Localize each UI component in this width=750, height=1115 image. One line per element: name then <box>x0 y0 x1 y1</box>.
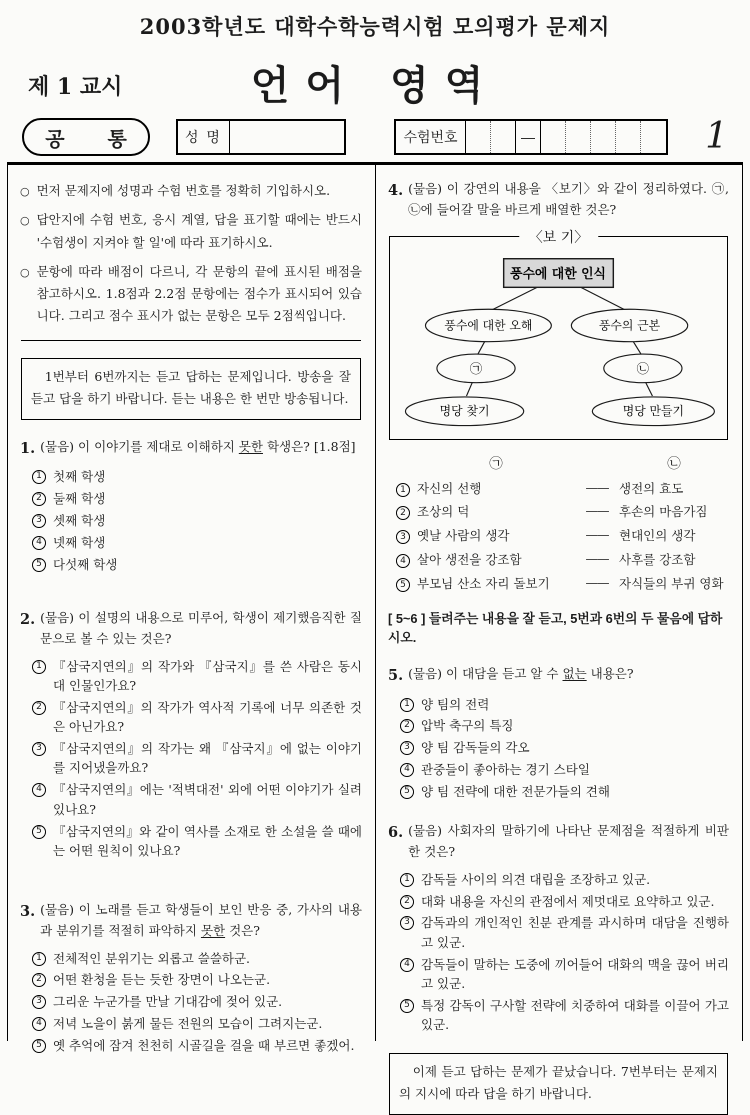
choice-text: 관중들이 좋아하는 경기 스타일 <box>421 762 590 778</box>
choice-option[interactable] <box>400 782 729 801</box>
question-stem <box>20 900 362 941</box>
choice-option[interactable] <box>32 698 362 737</box>
question-number: 6. <box>388 824 404 842</box>
right-column <box>375 165 742 1102</box>
question-number: 3. <box>20 903 36 921</box>
question-number: 5. <box>388 666 404 684</box>
exam-number-label: 수험번호 <box>396 121 466 153</box>
choice-option[interactable] <box>400 738 729 757</box>
choice-number-icon: 3 <box>400 916 414 930</box>
choice-option[interactable] <box>32 1036 362 1055</box>
choice-text: 감독들 사이의 의견 대립을 조장하고 있군. <box>421 871 651 887</box>
choice-number-icon: 1 <box>32 660 46 674</box>
pair-dash: —— <box>585 503 609 519</box>
choice-number-icon[interactable]: 3 <box>396 530 410 544</box>
question-text: (물음) 사회자의 말하기에 나타난 문제점을 적절하게 비판한 것은? <box>408 823 729 860</box>
circle-bullet-icon: ○ <box>20 265 30 279</box>
section-divider <box>21 340 361 341</box>
diagram-blank-a: ㉠ <box>469 361 483 377</box>
pair-item-b: 현대인의 생각 <box>619 528 696 544</box>
exam-title: 2003학년도 대학수학능력시험 모의평가 문제지 <box>139 14 611 39</box>
question-stem <box>388 821 729 862</box>
listening-end-notice-box <box>389 1053 728 1115</box>
choice-option[interactable] <box>32 780 362 819</box>
choice-number-icon: 5 <box>32 1039 46 1053</box>
instruction-item <box>20 261 362 328</box>
exam-number-cell[interactable] <box>591 121 616 153</box>
instruction-text: 문항에 따라 배점이 다르니, 각 문항의 끝에 표시된 배점을 참고하시오. 1.8점과 2.2점 문항에는 점수가 표시되어 있습니다. 그리고 점수 표시가 없는 문항은 모두 2점씩입니다. <box>36 263 362 324</box>
choice-text: 『삼국지연의』의 작가가 역사적 기록에 너무 의존한 것은 아닌가요? <box>53 699 362 735</box>
choice-text: 둘째 학생 <box>53 491 106 507</box>
choice-number-icon: 2 <box>32 492 46 506</box>
page-header <box>0 0 750 162</box>
choice-option[interactable] <box>32 511 362 530</box>
exam-number-cell[interactable] <box>641 121 666 153</box>
question-2 <box>20 608 362 860</box>
concept-diagram <box>394 253 723 432</box>
question-stem <box>20 608 362 649</box>
content-frame <box>7 162 743 1102</box>
question-text: (물음) 이 설명의 내용으로 미루어, 학생이 제기했음직한 질문으로 볼 수 있는 것은? <box>40 610 362 646</box>
choice-option[interactable] <box>32 1014 362 1033</box>
choice-option[interactable] <box>400 695 729 714</box>
choice-number-icon: 1 <box>32 470 46 484</box>
diagram-node-label: 풍수의 근본 <box>598 318 661 333</box>
pair-item-b: 후손의 마음가짐 <box>619 504 708 520</box>
choice-number-icon: 5 <box>32 825 46 839</box>
choice-text: 양 팀의 전력 <box>421 696 490 712</box>
choice-option[interactable] <box>32 739 362 778</box>
page-number: 1 <box>705 116 728 157</box>
pair-column-header-a: ㉠ <box>489 455 503 472</box>
section-5-6-instruction: [ 5~6 ] 들려주는 내용을 잘 듣고, 5번과 6번의 두 물음에 답하시오. <box>388 611 723 646</box>
example-box-label: 〈보 기〉 <box>519 227 599 247</box>
choice-option[interactable] <box>32 657 362 696</box>
choice-option[interactable] <box>400 892 729 911</box>
pair-item-b: 사후를 강조함 <box>619 551 696 567</box>
choice-text: 감독과의 개인적인 친분 관계를 과시하며 대담을 진행하고 있군. <box>421 915 729 950</box>
choice-option[interactable] <box>32 467 362 486</box>
question-text: (물음) 이 노래를 듣고 학생들이 보인 반응 중, 가사의 내용과 분위기를 적절히 파악하지 못한 것은? <box>40 902 362 938</box>
pair-dash: —— <box>585 550 609 566</box>
left-column <box>8 165 375 1054</box>
choice-number-icon[interactable]: 4 <box>396 554 410 568</box>
name-input-area[interactable] <box>230 121 344 153</box>
choice-text: 『삼국지연의』에는 '적벽대전' 외에 어떤 이야기가 실려 있나요? <box>53 782 362 817</box>
choice-option[interactable] <box>400 716 729 735</box>
choice-text: 대화 내용을 자신의 관점에서 제멋대로 요약하고 있군. <box>421 893 715 909</box>
choice-option[interactable] <box>400 955 729 994</box>
choice-list <box>32 657 362 861</box>
name-field-label: 성 명 <box>178 121 230 153</box>
circle-bullet-icon: ○ <box>20 185 30 198</box>
listening-notice-text: 1번부터 6번까지는 듣고 답하는 문제입니다. 방송을 잘 듣고 답을 하기 바랍니다. 듣는 내용은 한 번만 방송됩니다. <box>31 368 351 406</box>
pair-item-b: 생전의 효도 <box>619 480 684 496</box>
pair-column-header-b: ㉡ <box>667 455 681 472</box>
pair-item-b: 자식들의 부귀 영화 <box>619 575 724 591</box>
choice-number-icon: 1 <box>32 952 46 966</box>
choice-option[interactable] <box>32 822 362 861</box>
choice-option[interactable] <box>32 533 362 552</box>
choice-option[interactable] <box>400 913 729 952</box>
choice-number-icon: 4 <box>32 783 46 797</box>
choice-text: 다섯째 학생 <box>53 556 118 572</box>
question-stem <box>388 664 729 688</box>
period-label: 제 1 교시 <box>28 74 123 100</box>
listening-end-notice-text: 이제 듣고 답하는 문제가 끝났습니다. 7번부터는 문제지의 지시에 따라 답을 하기 바랍니다. <box>399 1063 718 1102</box>
choice-text: 『삼국지연의』의 작가와 『삼국지』를 쓴 사람은 동시대 인물인가요? <box>53 658 362 693</box>
track-badge: 공 통 <box>22 118 150 156</box>
question-3 <box>20 900 362 1055</box>
choice-number-icon[interactable]: 5 <box>396 578 410 592</box>
diagram-node-label: 명당 만들기 <box>622 404 685 419</box>
pair-dash: —— <box>585 527 609 543</box>
question-text: (물음) 이 대담을 듣고 알 수 없는 내용은? <box>408 665 634 681</box>
pair-item-a: 옛날 사람의 생각 <box>417 528 510 544</box>
choice-text: 양 팀 감독들의 각오 <box>421 740 530 756</box>
question-text: (물음) 이 강연의 내용을 〈보기〉와 같이 정리하였다. ㉠, ㉡에 들어갈 말을 바르게 배열한 것은? <box>408 181 729 217</box>
choice-number-icon: 3 <box>32 995 46 1009</box>
exam-number-cell[interactable] <box>616 121 641 153</box>
choice-option[interactable] <box>32 970 362 989</box>
instruction-item <box>20 180 362 202</box>
choice-number-icon: 4 <box>32 536 46 550</box>
header-fields-row <box>0 117 750 157</box>
choice-option[interactable] <box>400 870 729 889</box>
choice-option[interactable] <box>32 949 362 968</box>
diagram-root-label: 풍수에 대한 인식 <box>510 267 606 283</box>
circle-bullet-icon: ○ <box>20 214 30 228</box>
choice-number-icon: 4 <box>400 958 414 972</box>
pair-item-a: 자신의 선행 <box>417 480 482 496</box>
diagram-blank-b: ㉡ <box>636 361 650 377</box>
choice-text: 특정 감독이 구사할 전략에 치중하여 대화를 이끌어 가고 있군. <box>421 997 729 1033</box>
choice-option[interactable] <box>400 760 729 779</box>
question-1 <box>20 437 362 575</box>
section-title: 언어 영역 <box>250 62 500 109</box>
choice-number-icon: 1 <box>400 873 414 887</box>
choice-option[interactable] <box>32 489 362 508</box>
choice-text: 『삼국지연의』와 같이 역사를 소재로 한 소설을 쓸 때에는 어떤 원칙이 있나요? <box>53 823 362 858</box>
question-4 <box>388 179 729 593</box>
choice-text: 그리운 누군가를 만날 기대감에 젖어 있군. <box>53 994 283 1010</box>
instruction-item <box>20 209 362 254</box>
exam-number-field <box>394 119 668 155</box>
choice-number-icon: 1 <box>400 698 414 712</box>
exam-number-cell[interactable] <box>491 121 516 153</box>
diagram-node-label: 풍수에 대한 오해 <box>444 318 533 333</box>
question-number: 4. <box>388 182 404 199</box>
choice-list <box>32 467 362 574</box>
general-instructions <box>20 180 362 328</box>
choice-number-icon: 2 <box>400 719 414 733</box>
choice-number-icon: 5 <box>400 999 414 1013</box>
choice-text: 저녁 노을이 붉게 물든 전원의 모습이 그려지는군. <box>53 1016 323 1032</box>
choice-text: 압박 축구의 특징 <box>421 718 514 734</box>
question-number: 1. <box>20 439 36 457</box>
choice-text: 첫째 학생 <box>53 469 106 485</box>
diagram-node-label: 명당 찾기 <box>439 404 490 419</box>
choice-text: 어떤 환청을 듣는 듯한 장면이 나오는군. <box>53 972 271 988</box>
exam-number-dash: — <box>516 121 541 153</box>
choice-text: 『삼국지연의』의 작가는 왜 『삼국지』에 없는 이야기를 지어냈을까요? <box>53 741 362 776</box>
choice-number-icon[interactable]: 2 <box>396 506 410 520</box>
instruction-text: 답안지에 수험 번호, 응시 계열, 답을 표기할 때에는 반드시 '수험생이 지켜야 할 일'에 따라 표기하시오. <box>36 212 362 250</box>
question-stem <box>388 179 729 220</box>
choice-number-icon: 5 <box>400 785 414 799</box>
choice-option[interactable] <box>32 555 362 574</box>
choice-number-icon: 2 <box>32 701 46 715</box>
choice-number-icon: 3 <box>400 741 414 755</box>
choice-list <box>400 870 729 1035</box>
choice-text: 감독들이 말하는 도중에 끼어들어 대화의 맥을 끊어 버리고 있군. <box>421 956 729 992</box>
choice-number-icon: 4 <box>400 763 414 777</box>
choice-number-icon[interactable]: 1 <box>396 483 410 497</box>
question-number: 2. <box>20 611 36 629</box>
instruction-text: 먼저 문제지에 성명과 수험 번호를 정확히 기입하시오. <box>36 183 331 198</box>
exam-number-cell[interactable] <box>566 121 591 153</box>
name-field <box>176 119 346 155</box>
listening-notice-box <box>21 358 361 420</box>
pair-item-a: 조상의 덕 <box>417 504 470 520</box>
example-box <box>389 230 728 439</box>
choice-number-icon: 3 <box>32 514 46 528</box>
choice-text: 양 팀 전략에 대한 전문가들의 견해 <box>421 784 610 800</box>
choice-text: 셋째 학생 <box>53 513 106 529</box>
exam-number-cell[interactable] <box>466 121 491 153</box>
question-stem <box>20 437 362 461</box>
pair-dash: —— <box>585 479 609 495</box>
question-text: (물음) 이 이야기를 제대로 이해하지 못한 학생은? [1.8점] <box>40 438 356 454</box>
choice-number-icon: 5 <box>32 558 46 572</box>
choice-number-icon: 2 <box>400 895 414 909</box>
choice-option[interactable] <box>400 996 729 1035</box>
choice-number-icon: 2 <box>32 973 46 987</box>
choice-number-icon: 3 <box>32 742 46 756</box>
pair-choice-table <box>396 452 729 594</box>
pair-dash: —— <box>585 574 609 590</box>
choice-text: 옛 추억에 잠겨 천천히 시골길을 걸을 때 부르면 좋겠어. <box>53 1038 355 1054</box>
choice-list <box>32 949 362 1056</box>
pair-item-a: 부모님 산소 자리 돌보기 <box>417 575 550 591</box>
choice-text: 전체적인 분위기는 외롭고 쓸쓸하군. <box>53 950 251 966</box>
question-5 <box>388 664 729 802</box>
choice-option[interactable] <box>32 992 362 1011</box>
choice-number-icon: 4 <box>32 1017 46 1031</box>
choice-text: 넷째 학생 <box>53 535 106 551</box>
exam-number-cell[interactable] <box>541 121 566 153</box>
pair-item-a: 살아 생전을 강조함 <box>417 551 522 567</box>
question-6 <box>388 821 729 1034</box>
choice-list <box>400 695 729 802</box>
